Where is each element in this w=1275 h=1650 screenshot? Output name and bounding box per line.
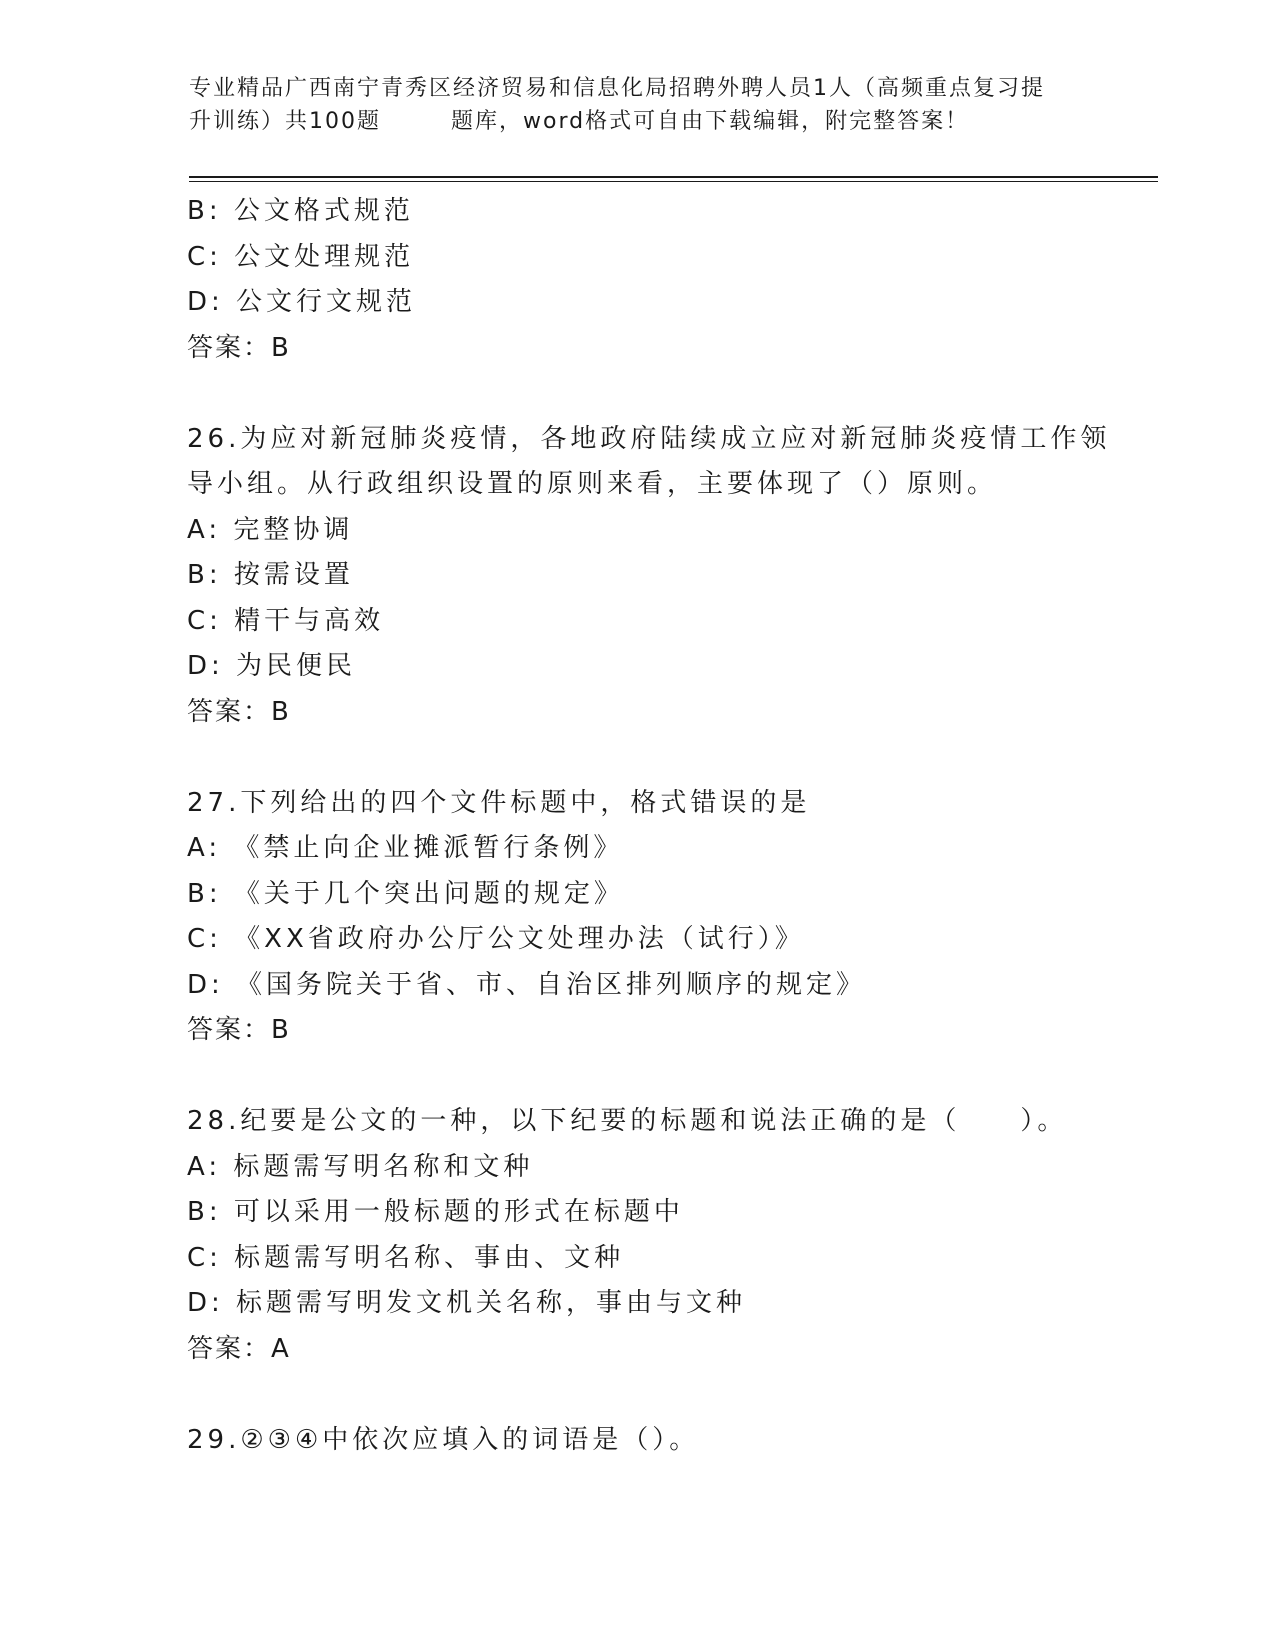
question-28 — [187, 1099, 1187, 1372]
question-text-line-1: 27.下列给出的四个文件标题中，格式错误的是 — [187, 787, 811, 818]
answer: 答案：A — [187, 1333, 291, 1364]
question-29 — [187, 1418, 1187, 1464]
option-b: B: 《关于几个突出问题的规定》 — [187, 878, 624, 909]
option-d: D: 《国务院关于省、市、自治区排列顺序的规定》 — [187, 969, 867, 1000]
header-line-2 — [189, 105, 1089, 138]
option-a: A: 《禁止向企业摊派暂行条例》 — [187, 833, 624, 863]
option-c: C: 公文处理规范 — [187, 241, 415, 272]
question-text-line-1: 26.为应对新冠肺炎疫情，各地政府陆续成立应对新冠肺炎疫情工作领 — [187, 423, 1111, 454]
option-b: B: 公文格式规范 — [187, 196, 414, 226]
header-line-1: 专业精品广西南宁青秀区经济贸易和信息化局招聘外聘人员1人（高频重点复习提 — [189, 76, 1045, 101]
option-d: D: 公文行文规范 — [187, 287, 417, 317]
header-divider-thin — [189, 181, 1158, 182]
option-a: A: 标题需写明名称和文种 — [187, 1151, 534, 1182]
header-line-2a: 升训练）共100题 — [189, 109, 381, 134]
question-26 — [187, 417, 1187, 736]
option-c: C: 标题需写明名称、事由、文种 — [187, 1242, 625, 1273]
question-text-line-2: 导小组。从行政组织设置的原则来看，主要体现了（）原则。 — [187, 469, 998, 499]
option-c: C: 精干与高效 — [187, 605, 385, 636]
answer: 答案：B — [187, 696, 291, 727]
answer: 答案：B — [187, 332, 291, 363]
page-header — [189, 72, 1089, 138]
question-content — [187, 189, 1187, 1463]
header-line-2b: 题库，word格式可自由下载编辑，附完整答案！ — [451, 109, 970, 134]
header-divider-thick — [189, 176, 1158, 178]
option-d: D: 标题需写明发文机关名称，事由与文种 — [187, 1288, 747, 1318]
option-c: C: 《XX省政府办公厅公文处理办法（试行）》 — [187, 924, 805, 954]
option-a: A: 完整协调 — [187, 514, 354, 545]
option-b: B: 可以采用一般标题的形式在标题中 — [187, 1197, 684, 1227]
question-text-line-1: 28.纪要是公文的一种，以下纪要的标题和说法正确的是（ ）。 — [187, 1106, 1068, 1136]
option-d: D: 为民便民 — [187, 651, 357, 681]
question-27 — [187, 781, 1187, 1054]
question-25-continued — [187, 189, 1187, 371]
question-text-line-1: 29.②③④中依次应填入的词语是（）。 — [187, 1424, 700, 1455]
option-b: B: 按需设置 — [187, 560, 354, 590]
answer: 答案：B — [187, 1015, 291, 1045]
